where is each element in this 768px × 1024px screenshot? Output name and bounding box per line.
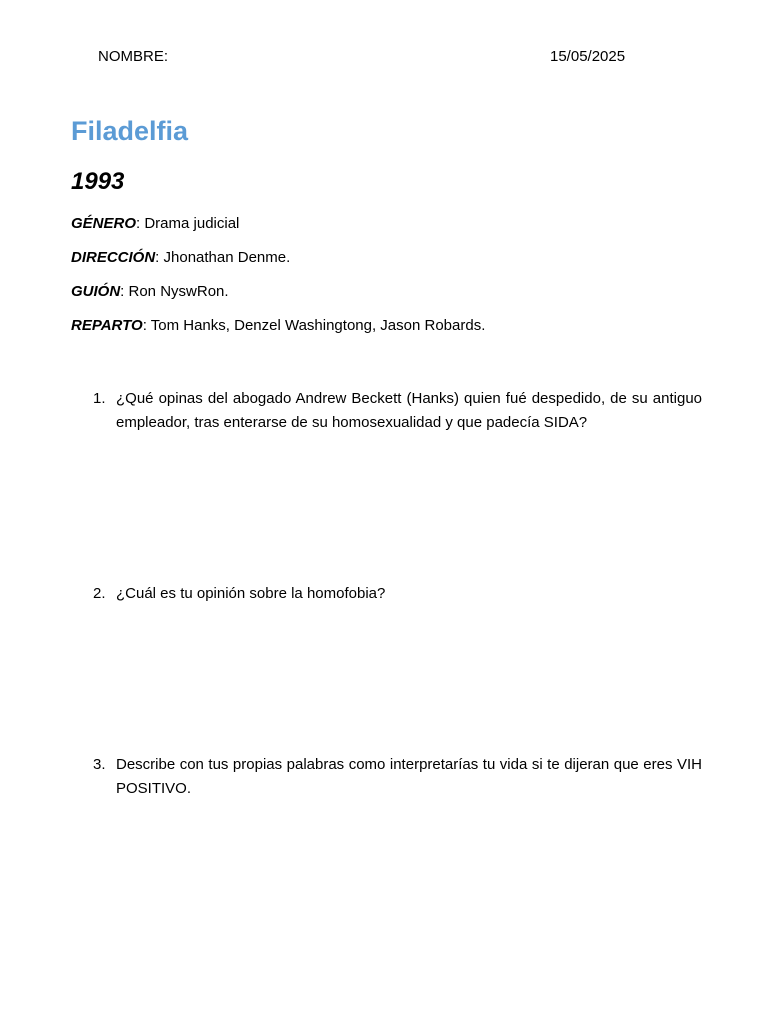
cast-line <box>71 317 485 334</box>
name-label: NOMBRE: <box>98 48 169 65</box>
question-text: ¿Qué opinas del abogado Andrew Beckett (Hanks) quien fué despedido, de su antiguo empleador, tras enterarse de su homosexualidad y que padecía SIDA? <box>116 390 702 431</box>
film-year: 1993 <box>71 168 125 195</box>
question-text: Describe con tus propias palabras como interpretarías tu vida si te dijeran que eres VIH POSITIVO. <box>116 756 702 797</box>
screenplay-value: : Ron NyswRon. <box>120 283 229 300</box>
cast-value: : Tom Hanks, Denzel Washingtong, Jason Robards. <box>142 317 486 334</box>
screenplay-line <box>71 283 229 300</box>
screenplay-key: GUIÓN <box>71 283 121 300</box>
cast-key: REPARTO <box>71 317 143 334</box>
question-1 <box>93 387 702 435</box>
question-2 <box>93 582 702 606</box>
director-line <box>71 249 290 266</box>
director-key: DIRECCIÓN <box>71 249 156 266</box>
genre-key: GÉNERO <box>71 215 137 232</box>
genre-line <box>71 215 239 232</box>
question-number: 2. <box>93 585 106 602</box>
question-number: 3. <box>93 756 106 773</box>
genre-value: : Drama judicial <box>136 215 240 232</box>
question-3 <box>93 753 702 801</box>
director-value: : Jhonathan Denme. <box>155 249 291 266</box>
question-text: ¿Cuál es tu opinión sobre la homofobia? <box>116 585 386 602</box>
date-text: 15/05/2025 <box>550 48 626 65</box>
question-number: 1. <box>93 390 106 407</box>
document-title: Filadelfia <box>71 116 189 146</box>
